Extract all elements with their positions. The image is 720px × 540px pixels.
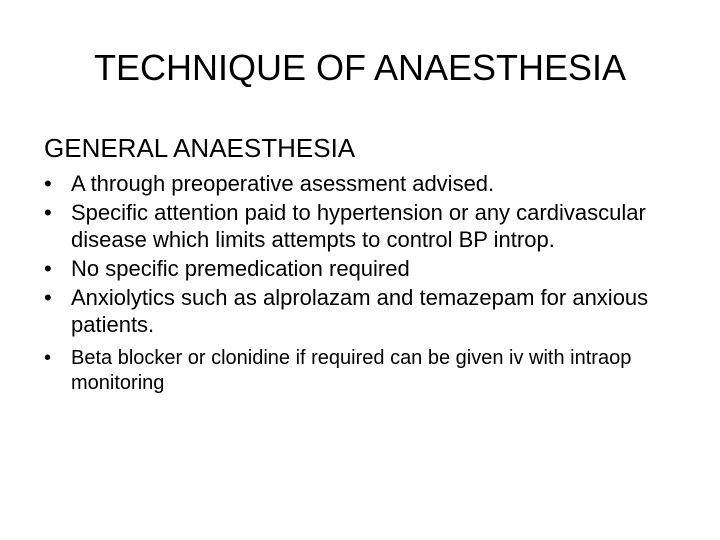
bullet-icon: • [44, 285, 52, 310]
slide-content [44, 130, 684, 398]
bullet-text: Beta blocker or clonidine if required can be given iv with intraop monitoring [71, 347, 632, 394]
bullet-icon: • [44, 347, 52, 369]
bullet-text: Anxiolytics such as alprolazam and temazepam for anxious patients. [71, 285, 649, 337]
bullet-item [44, 346, 684, 396]
bullet-item [44, 284, 684, 338]
bullet-text: A through preoperative asessment advised. [71, 171, 495, 196]
bullet-item [44, 255, 684, 282]
bullet-item [44, 199, 684, 253]
bullet-icon: • [44, 256, 52, 281]
bullet-item [44, 170, 684, 197]
bullet-text: Specific attention paid to hypertension or any cardivascular disease which limits attempts to control BP introp. [71, 200, 646, 252]
slide-title: TECHNIQUE OF ANAESTHESIA [93, 47, 627, 88]
bullet-icon: • [44, 200, 52, 225]
section-heading: GENERAL ANAESTHESIA [44, 133, 356, 163]
bullet-text: No specific premedication required [71, 256, 410, 281]
bullet-list [44, 170, 684, 396]
bullet-icon: • [44, 171, 52, 196]
